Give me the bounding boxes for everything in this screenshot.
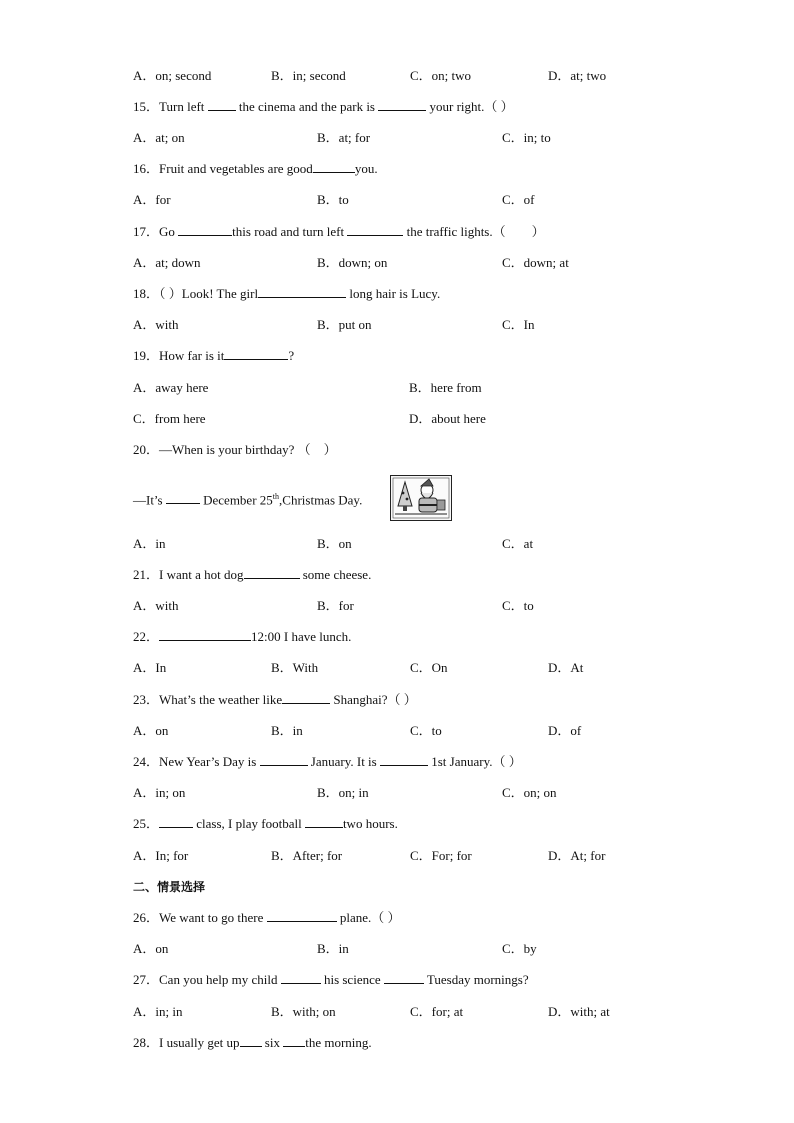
option-c[interactable]: C．to — [410, 723, 442, 738]
answer-blank — [208, 97, 236, 111]
option-a[interactable]: A．at; down — [133, 255, 201, 270]
answer-blank — [178, 222, 232, 236]
option-b[interactable]: B．in; second — [271, 68, 346, 83]
answer-blank — [281, 970, 321, 984]
option-c[interactable]: C．For; for — [410, 848, 472, 863]
option-c[interactable]: C．for; at — [410, 1004, 464, 1019]
option-b[interactable]: B．down; on — [317, 255, 388, 270]
option-c[interactable]: C．on; two — [410, 68, 472, 83]
option-b[interactable]: B．in — [317, 941, 349, 956]
christmas-santa-picture — [390, 475, 452, 521]
answer-blank — [240, 1033, 262, 1047]
option-a[interactable]: A．for — [133, 192, 171, 207]
option-a[interactable]: A．with — [133, 598, 179, 613]
question-27: 27．Can you help my child his science Tuesday mornings? — [133, 972, 529, 987]
option-a[interactable]: A．on — [133, 941, 169, 956]
option-a[interactable]: A．at; on — [133, 130, 185, 145]
option-a[interactable]: A．away here — [133, 380, 209, 395]
answer-blank — [267, 908, 337, 922]
option-c[interactable]: C．down; at — [502, 255, 569, 270]
question-21: 21．I want a hot dog some cheese. — [133, 567, 372, 582]
section-heading: 二、情景选择 — [133, 880, 206, 894]
question-16: 16．Fruit and vegetables are good you. — [133, 161, 378, 176]
option-c[interactable]: C．to — [502, 598, 534, 613]
option-d[interactable]: D．at; two — [548, 68, 607, 83]
answer-blank — [347, 222, 403, 236]
option-b[interactable]: B．to — [317, 192, 349, 207]
question-26: 26．We want to go there plane.（ ） — [133, 910, 401, 925]
question-23: 23．What’s the weather like Shanghai?（ ） — [133, 692, 417, 707]
option-d[interactable]: D．of — [548, 723, 582, 738]
question-24: 24．New Year’s Day is January. It is 1st January.（ ） — [133, 754, 522, 769]
answer-blank — [313, 159, 355, 173]
answer-blank — [260, 752, 308, 766]
option-c[interactable]: C．from here — [133, 411, 206, 426]
option-a[interactable]: A．In; for — [133, 848, 189, 863]
option-c[interactable]: C．of — [502, 192, 535, 207]
question-25: 25． class, I play football two hours. — [133, 816, 398, 831]
answer-blank — [384, 970, 424, 984]
answer-blank — [380, 752, 428, 766]
answer-blank — [159, 814, 193, 828]
question-17: 17．Go this road and turn left the traffic lights.（ ） — [133, 224, 545, 239]
question-28: 28．I usually get up six the morning. — [133, 1035, 372, 1050]
option-b[interactable]: B．on — [317, 536, 352, 551]
option-c[interactable]: C．at — [502, 536, 534, 551]
option-a[interactable]: A．on; second — [133, 68, 212, 83]
question-15: 15．Turn left the cinema and the park is your right.（ ） — [133, 99, 514, 114]
question-20: 20．—When is your birthday? （ ） — [133, 442, 337, 457]
option-a[interactable]: A．in; on — [133, 785, 186, 800]
answer-blank — [283, 1033, 305, 1047]
option-c[interactable]: C．On — [410, 660, 448, 675]
option-c[interactable]: C．on; on — [502, 785, 557, 800]
question-20-answer: —It’s December 25th,Christmas Day. — [133, 492, 363, 508]
option-d[interactable]: D．At; for — [548, 848, 606, 863]
option-b[interactable]: B．put on — [317, 317, 372, 332]
question-19: 19．How far is it ? — [133, 348, 295, 363]
option-d[interactable]: D．with; at — [548, 1004, 610, 1019]
question-18: 18．（ ）Look! The girl long hair is Lucy. — [133, 286, 441, 301]
option-c[interactable]: C．In — [502, 317, 535, 332]
option-c[interactable]: C．by — [502, 941, 537, 956]
option-b[interactable]: B．here from — [409, 380, 482, 395]
option-b[interactable]: B．for — [317, 598, 354, 613]
option-b[interactable]: B．After; for — [271, 848, 343, 863]
option-a[interactable]: A．with — [133, 317, 179, 332]
answer-blank — [159, 627, 251, 641]
option-b[interactable]: B．at; for — [317, 130, 371, 145]
option-d[interactable]: D．At — [548, 660, 584, 675]
option-b[interactable]: B．With — [271, 660, 319, 675]
answer-blank — [166, 490, 200, 504]
option-a[interactable]: A．in — [133, 536, 166, 551]
option-a[interactable]: A．In — [133, 660, 167, 675]
option-a[interactable]: A．on — [133, 723, 169, 738]
answer-blank — [305, 814, 343, 828]
option-d[interactable]: D．about here — [409, 411, 486, 426]
option-b[interactable]: B．on; in — [317, 785, 369, 800]
option-a[interactable]: A．in; in — [133, 1004, 183, 1019]
question-22: 22． 12:00 I have lunch. — [133, 629, 352, 644]
answer-blank — [282, 690, 330, 704]
answer-blank — [224, 346, 288, 360]
option-c[interactable]: C．in; to — [502, 130, 551, 145]
option-b[interactable]: B．with; on — [271, 1004, 336, 1019]
answer-blank — [244, 565, 300, 579]
option-b[interactable]: B．in — [271, 723, 303, 738]
answer-blank — [378, 97, 426, 111]
answer-blank — [258, 284, 346, 298]
